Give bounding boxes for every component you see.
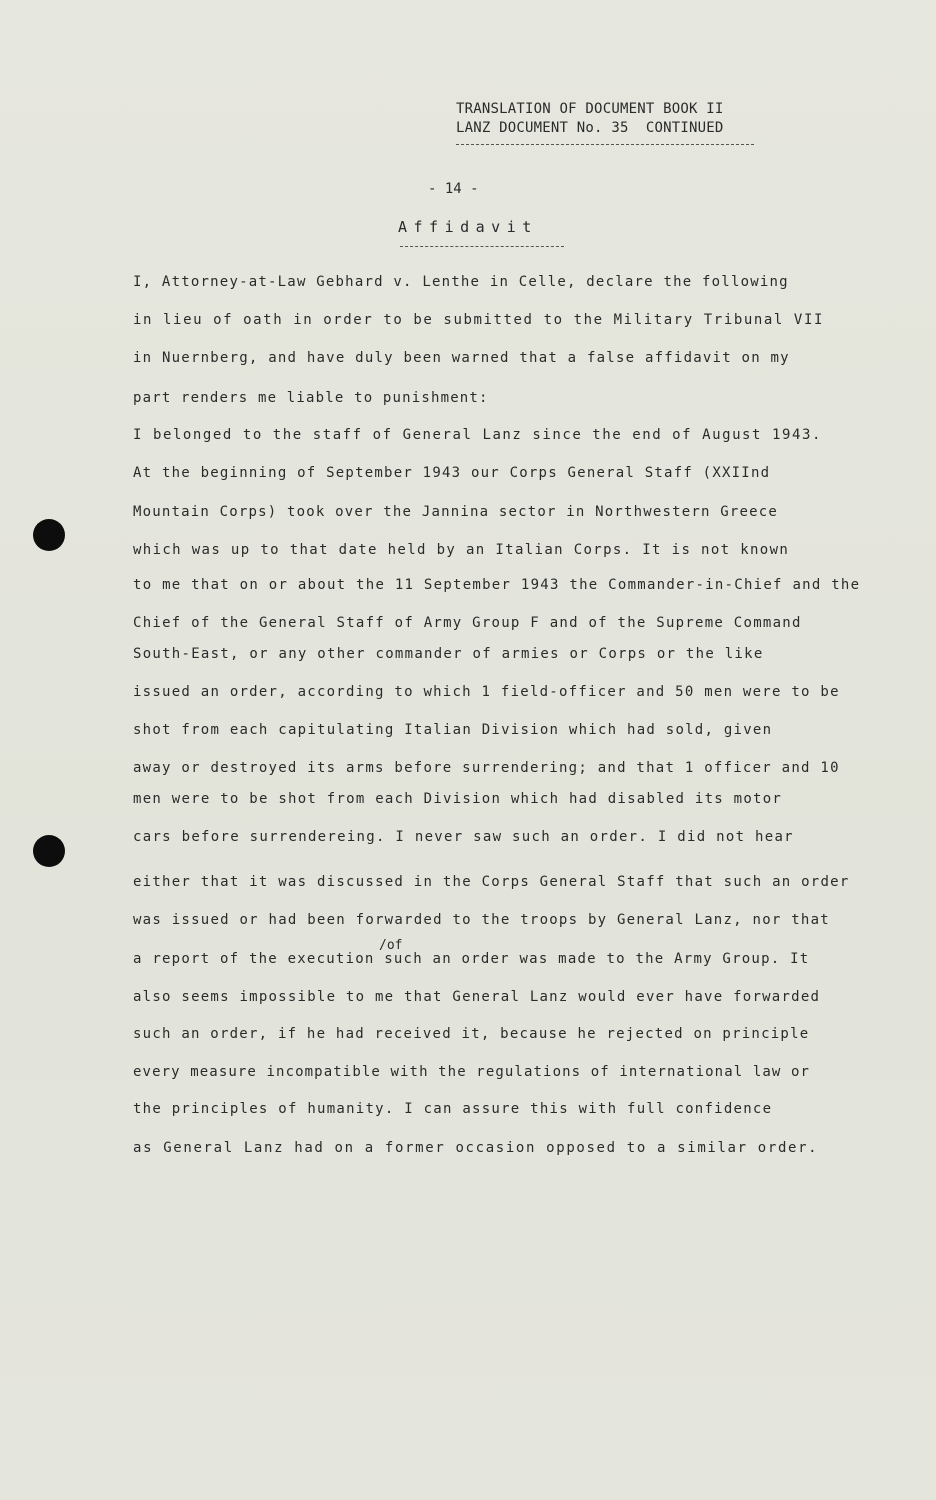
body-line: I, Attorney-at-Law Gebhard v. Lenthe in Celle, declare the following [133, 274, 789, 290]
body-line: in Nuernberg, and have duly been warned that a false affidavit on my [133, 350, 790, 366]
body-line: as General Lanz had on a former occasion opposed to a similar order. [133, 1140, 819, 1156]
body-line: part renders me liable to punishment: [133, 390, 489, 406]
body-line: either that it was discussed in the Corps General Staff that such an order [133, 874, 850, 890]
body-line: which was up to that date held by an Italian Corps. It is not known [133, 542, 790, 558]
document-title: Affidavit [398, 218, 538, 236]
body-line: also seems impossible to me that General Lanz would ever have forwarded [133, 989, 821, 1005]
body-line: South-East, or any other commander of armies or Corps or the like [133, 646, 764, 662]
body-line: At the beginning of September 1943 our Corps General Staff (XXIInd [133, 465, 771, 481]
body-line: men were to be shot from each Division which had disabled its motor [133, 791, 783, 807]
body-line: a report of the execution such an order was made to the Army Group. It [133, 951, 810, 967]
body-line: Chief of the General Staff of Army Group F and of the Supreme Command [133, 615, 802, 631]
header-line-1: TRANSLATION OF DOCUMENT BOOK II [456, 101, 724, 117]
body-line: the principles of humanity. I can assure this with full confidence [133, 1101, 773, 1117]
body-line: shot from each capitulating Italian Division which had sold, given [133, 722, 773, 738]
page-number: - 14 - [428, 181, 479, 197]
body-line: such an order, if he had received it, because he rejected on principle [133, 1026, 810, 1042]
interlinear-insert: /of [379, 938, 403, 953]
body-line: to me that on or about the 11 September 1943 the Commander-in-Chief and the [133, 577, 861, 593]
body-line: in lieu of oath in order to be submitted to the Military Tribunal VII [133, 312, 824, 328]
body-line: I belonged to the staff of General Lanz since the end of August 1943. [133, 427, 822, 443]
body-line: was issued or had been forwarded to the troops by General Lanz, nor that [133, 912, 830, 928]
body-line: every measure incompatible with the regulations of international law or [133, 1064, 811, 1080]
body-line: cars before surrendereing. I never saw such an order. I did not hear [133, 829, 794, 845]
body-line: issued an order, according to which 1 field-officer and 50 men were to be [133, 684, 840, 700]
body-line: Mountain Corps) took over the Jannina sector in Northwestern Greece [133, 504, 779, 520]
body-line: away or destroyed its arms before surrendering; and that 1 officer and 10 [133, 760, 840, 776]
header-line-2: LANZ DOCUMENT No. 35 CONTINUED [456, 120, 724, 136]
